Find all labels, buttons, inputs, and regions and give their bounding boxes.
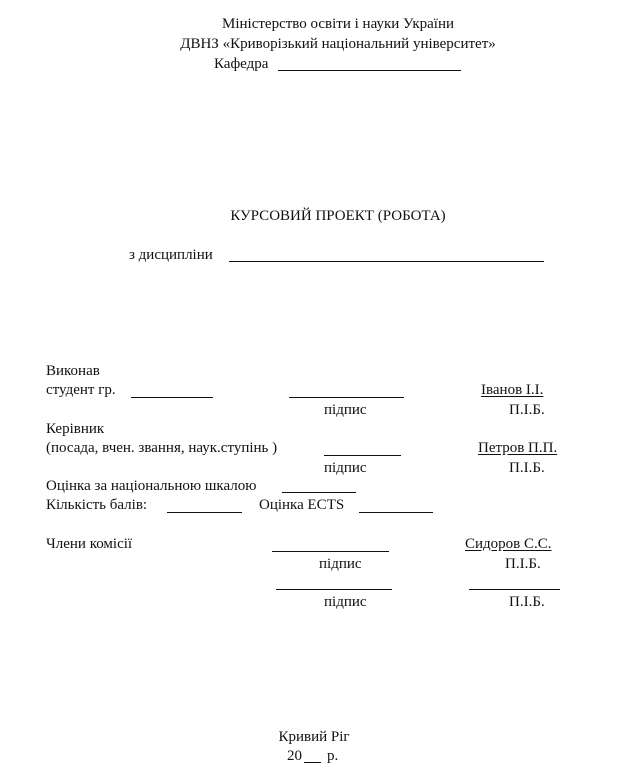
student-name-caption: П.І.Б. [509, 402, 545, 418]
ects-blank [359, 512, 433, 513]
commission-signature-blank-1 [272, 551, 389, 552]
ects-label: Оцінка ECTS [259, 497, 345, 513]
national-scale-label: Оцінка за національною шкалою [46, 478, 257, 494]
commission-name-caption-2: П.І.Б. [509, 594, 545, 610]
city-label: Кривий Ріг [278, 729, 350, 745]
points-blank [167, 512, 242, 513]
commission-signature-caption-1: підпис [319, 556, 362, 572]
student-signature-caption: підпис [324, 402, 367, 418]
discipline-label: з дисципліни [129, 247, 213, 263]
student-group-blank [131, 397, 213, 398]
commission-signature-blank-2 [276, 589, 392, 590]
commission-name-blank-2 [469, 589, 560, 590]
student-group-label: студент гр. [46, 382, 116, 398]
supervisor-name-caption: П.І.Б. [509, 460, 545, 476]
points-label: Кількість балів: [46, 497, 148, 513]
national-scale-blank [282, 492, 356, 493]
year-suffix: р. [327, 748, 339, 764]
department-label: Кафедра [214, 56, 269, 72]
commission-name-caption-1: П.І.Б. [505, 556, 541, 572]
university-title: ДВНЗ «Криворізький національний університет» [180, 36, 496, 52]
ministry-title: Міністерство освіти і науки України [221, 16, 455, 32]
supervisor-label: Керівник [46, 421, 105, 437]
student-signature-blank [289, 397, 404, 398]
supervisor-name: Петров П.П. [478, 440, 558, 456]
project-title: КУРСОВИЙ ПРОЕКТ (РОБОТА) [230, 208, 446, 224]
supervisor-position-blank [324, 455, 401, 456]
supervisor-position-label: (посада, вчен. звання, наук.ступінь ) [46, 440, 278, 456]
year-blank [304, 762, 321, 763]
discipline-blank [229, 261, 544, 262]
commission-signature-caption-2: підпис [324, 594, 367, 610]
commission-member-name-1: Сидоров С.С. [465, 536, 552, 552]
performed-label: Виконав [46, 363, 100, 379]
student-name: Іванов І.І. [481, 382, 544, 398]
year-prefix: 20 [287, 748, 302, 764]
supervisor-signature-caption: підпис [324, 460, 367, 476]
department-blank [278, 70, 461, 71]
commission-label: Члени комісії [46, 536, 133, 552]
